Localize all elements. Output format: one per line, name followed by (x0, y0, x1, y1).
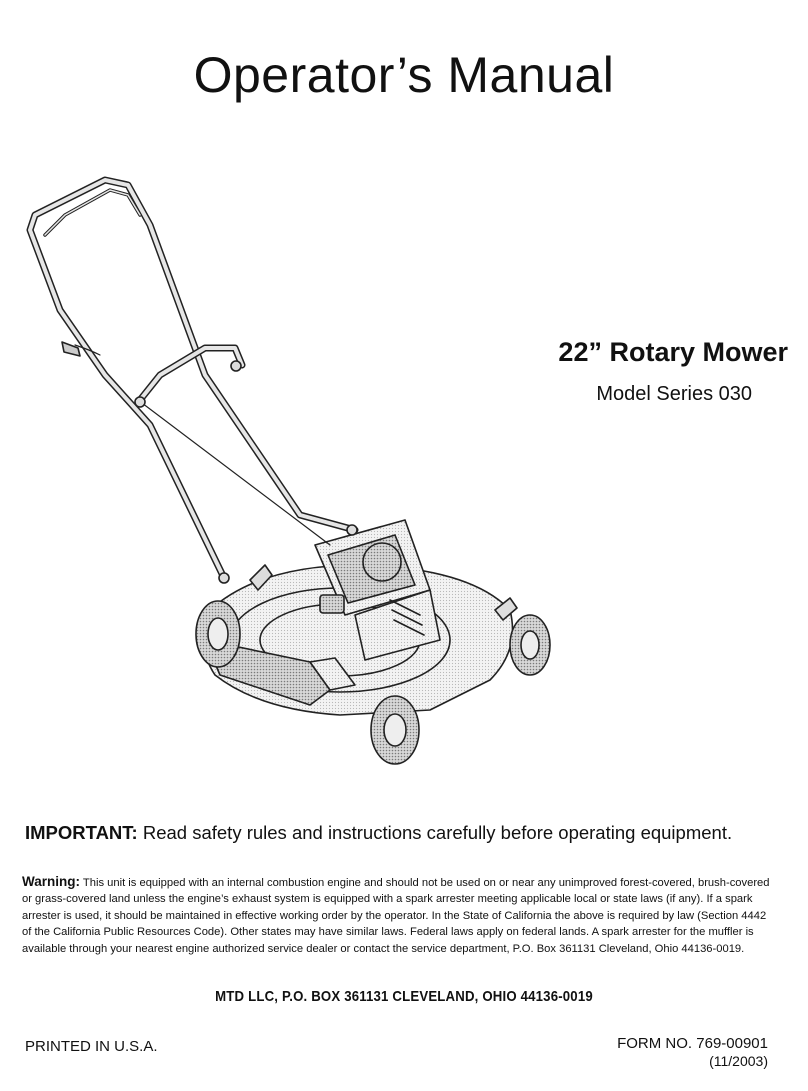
printed-in: PRINTED IN U.S.A. (25, 1038, 158, 1055)
model-series: Model Series 030 (596, 383, 752, 405)
warning-text: This unit is equipped with an internal combustion engine and should not be used on or near any unimproved forest-covered, brush-covered or grass-covered land unless the engine’s exhaust system is equipped with a spark arrester meeting applicable local or state laws (if any). If a spark arrester is used, it should be maintained in effective working order by the operator. In the State of California the above is required by law (Section 4442 of the California Public Resources Code). Other states may have similar laws. Federal laws apply on federal lands. A spark arrester for the muffler is available through your nearest engine authorized service dealer or contact the service department, P.O. Box 361131 Cleveland, Ohio 44136-0019. (22, 877, 770, 955)
mower-illustration (10, 170, 570, 780)
important-notice (25, 822, 732, 844)
form-date: (11/2003) (709, 1053, 768, 1069)
manual-title: Operator’s Manual (193, 46, 615, 103)
product-name: 22” Rotary Mower (558, 337, 788, 367)
warning-paragraph (22, 874, 772, 957)
important-label: IMPORTANT: (25, 822, 138, 843)
important-text: Read safety rules and instructions carefully before operating equipment. (137, 822, 733, 843)
company-address: MTD LLC, P.O. BOX 361131 CLEVELAND, OHIO 44136-0019 (215, 988, 593, 1005)
warning-label: Warning: (22, 874, 80, 889)
form-number: FORM NO. 769-00901 (617, 1035, 768, 1052)
